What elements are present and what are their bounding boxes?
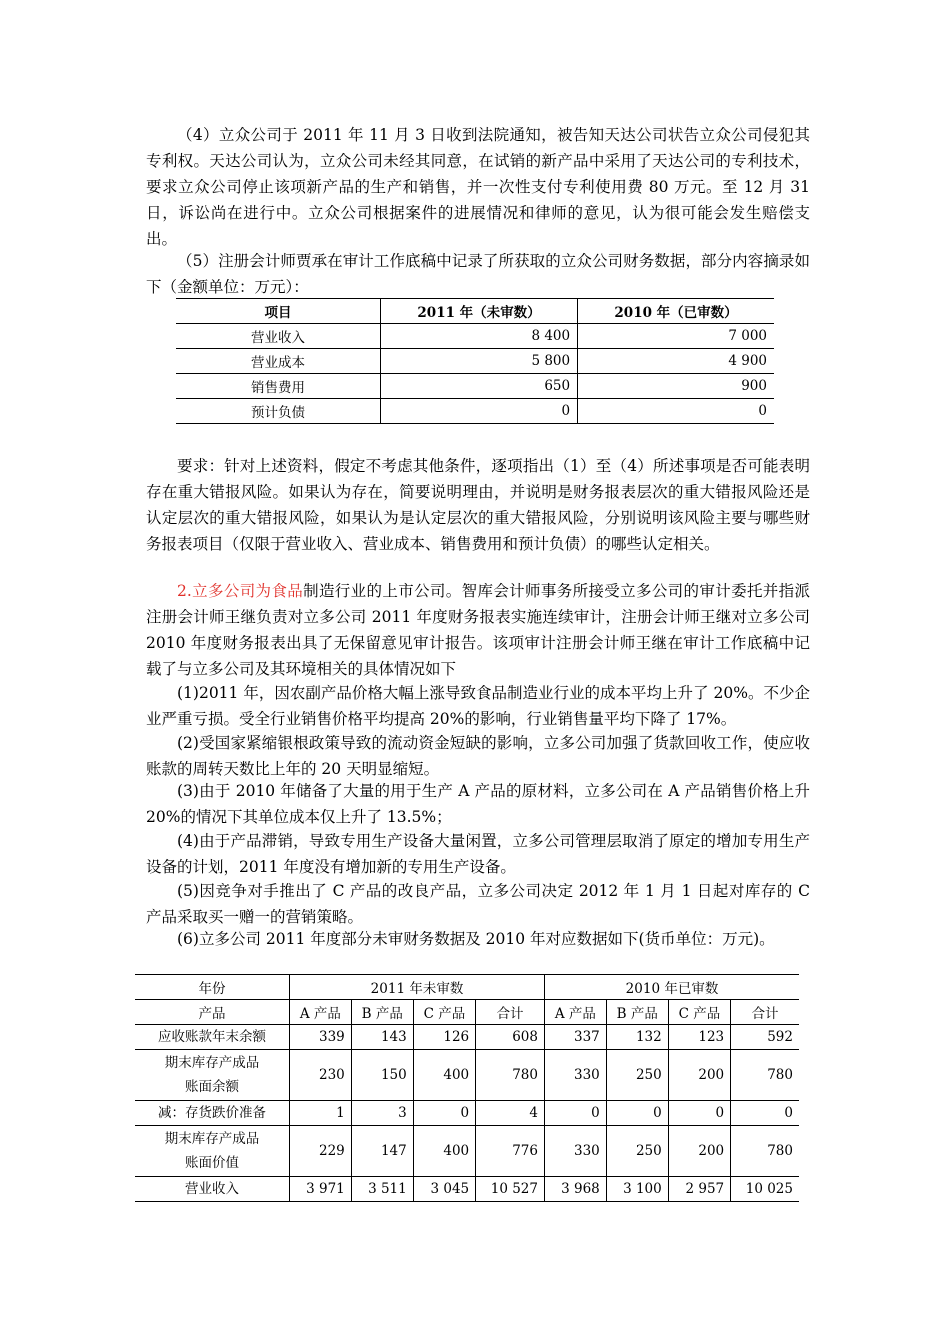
table-cell-label: 销售费用: [176, 374, 381, 399]
table-cell-value: 400: [413, 1050, 475, 1101]
section2-item-5: (5)因竞争对手推出了 C 产品的改良产品，立多公司决定 2012 年 1 月 1 日起对库存的 C 产品采取买一赠一的营销策略。: [146, 882, 810, 926]
table-cell-value: 230: [290, 1050, 352, 1101]
table-cell-value: 143: [351, 1025, 413, 1050]
table-cell-value: 0: [545, 1101, 607, 1126]
table-header-cell: 2011 年（未审数）: [381, 299, 578, 324]
table-cell-value: 4: [476, 1101, 545, 1126]
table-cell-value: 0: [606, 1101, 668, 1126]
table-cell-value: 0: [578, 399, 774, 424]
table-subheader-cell: 合计: [476, 1000, 545, 1025]
section2-intro-text: 制造行业的上市公司。智库会计师事务所接受立多公司的审计委托并指派注册会计师王继负责对立多公司 2011 年度财务报表实施连续审计，注册会计师王继对立多公司 2010 年度财务报表出具了无保留意见审计报告。该项审计注册会计师王继在审计工作底稿中记载了与立多公司及其环境相关的具体情况如下: [146, 582, 810, 678]
table-cell-label: 预计负债: [176, 399, 381, 424]
table-cell-value: 3 511: [351, 1177, 413, 1202]
paragraph-item-5: （5）注册会计师贾承在审计工作底稿中记录了所获取的立众公司财务数据，部分内容摘录如下（金额单位：万元）：: [146, 252, 810, 296]
table-row-label-line: 营业收入: [185, 1181, 239, 1197]
table-cell-value: 900: [578, 374, 774, 399]
table-row-label-line: 账面余额: [185, 1079, 239, 1095]
table-header-cell: 2010 年（已审数）: [578, 299, 774, 324]
table-subheader-cell: A 产品: [290, 1000, 352, 1025]
table-cell-value: 1: [290, 1101, 352, 1126]
table-cell-value: 3 100: [606, 1177, 668, 1202]
section2-item-1: (1)2011 年，因农副产品价格大幅上涨导致食品制造业行业的成本平均上升了 20%。不少企业严重亏损。受全行业销售价格平均提高 20%的影响，行业销售量平均下降了 17%。: [146, 684, 810, 728]
section2-item-6: (6)立多公司 2011 年度部分未审财务数据及 2010 年对应数据如下(货币单位：万元)。: [177, 930, 775, 948]
table-subheader-row: [135, 1000, 799, 1025]
table-row-label: [135, 1177, 290, 1202]
table-cell-value: 2 957: [668, 1177, 730, 1202]
table-cell-value: 200: [668, 1126, 730, 1177]
section2-item-2: (2)受国家紧缩银根政策导致的流动资金短缺的影响，立多公司加强了货款回收工作，使应收账款的周转天数比上年的 20 天明显缩短。: [146, 734, 810, 778]
table-cell-value: 150: [351, 1050, 413, 1101]
table-header-cell: 产品: [135, 1000, 290, 1025]
table-row: [135, 1101, 799, 1126]
table-cell-value: 123: [668, 1025, 730, 1050]
table-row-label: [135, 1050, 290, 1101]
table-cell-label: 营业收入: [176, 324, 381, 349]
table-row: [176, 349, 774, 374]
table-cell-value: 3: [351, 1101, 413, 1126]
section2-intro-highlight: 2.立多公司为食品: [177, 582, 304, 600]
table-cell-value: 0: [668, 1101, 730, 1126]
table-cell-value: 10 527: [476, 1177, 545, 1202]
table-subheader-cell: B 产品: [351, 1000, 413, 1025]
table-subheader-cell: 合计: [731, 1000, 799, 1025]
table-subheader-cell: C 产品: [668, 1000, 730, 1025]
table-cell-value: 776: [476, 1126, 545, 1177]
table-subheader-cell: A 产品: [545, 1000, 607, 1025]
table-cell-value: 780: [476, 1050, 545, 1101]
table-cell-value: 400: [413, 1126, 475, 1177]
table-row: [135, 1126, 799, 1177]
table-cell-value: 0: [731, 1101, 799, 1126]
table-cell-value: 330: [545, 1050, 607, 1101]
table-subheader-cell: B 产品: [606, 1000, 668, 1025]
table-row: [176, 374, 774, 399]
paragraph-item-4: （4）立众公司于 2011 年 11 月 3 日收到法院通知，被告知天达公司状告立众公司侵犯其专利权。天达公司认为，立众公司未经其同意，在试销的新产品中采用了天达公司的专利技术，要求立众公司停止该项新产品的生产和销售，并一次性支付专利使用费 80 万元。至 12 月 31 日，诉讼尚在进行中。立众公司根据案件的进展情况和律师的意见，认为很可能会发生赔偿支出。: [146, 126, 810, 248]
table-header-row: [176, 299, 774, 324]
table-header-row: [135, 975, 799, 1000]
table-row-label-line: 期末库存产成品: [164, 1131, 260, 1147]
table-cell-value: 0: [381, 399, 578, 424]
table-cell-value: 337: [545, 1025, 607, 1050]
table-cell-value: 200: [668, 1050, 730, 1101]
table-row-label-line: 应收账款年末余额: [158, 1029, 266, 1045]
table-cell-value: 7 000: [578, 324, 774, 349]
table-row-label-line: 期末库存产成品: [164, 1055, 260, 1071]
table-cell-value: 229: [290, 1126, 352, 1177]
table-cell-value: 3 045: [413, 1177, 475, 1202]
table-cell-value: 3 971: [290, 1177, 352, 1202]
table-header-cell: 年份: [135, 975, 290, 1000]
table-cell-value: 0: [413, 1101, 475, 1126]
table-row: [176, 324, 774, 349]
table-cell-value: 8 400: [381, 324, 578, 349]
table-cell-value: 126: [413, 1025, 475, 1050]
financial-data-table-2: [135, 974, 799, 1202]
table-cell-value: 132: [606, 1025, 668, 1050]
section2-item-4: (4)由于产品滞销，导致专用生产设备大量闲置，立多公司管理层取消了原定的增加专用生产设备的计划，2011 年度没有增加新的专用生产设备。: [146, 832, 810, 876]
table-row: [135, 1050, 799, 1101]
table-header-cell: 项目: [176, 299, 381, 324]
table-cell-value: 10 025: [731, 1177, 799, 1202]
table-cell-value: 250: [606, 1050, 668, 1101]
table-cell-value: 5 800: [381, 349, 578, 374]
table-row-label-line: 账面价值: [185, 1155, 239, 1171]
table-header-group: 2010 年已审数: [545, 975, 800, 1000]
table-cell-value: 250: [606, 1126, 668, 1177]
table-row: [135, 1025, 799, 1050]
table-cell-value: 3 968: [545, 1177, 607, 1202]
financial-data-table-1: [176, 298, 774, 424]
table-cell-value: 650: [381, 374, 578, 399]
table-row-label: [135, 1025, 290, 1050]
table-row: [135, 1177, 799, 1202]
table-cell-value: 780: [731, 1050, 799, 1101]
section2-item-3: (3)由于 2010 年储备了大量的用于生产 A 产品的原材料，立多公司在 A 产品销售价格上升 20%的情况下其单位成本仅上升了 13.5%；: [146, 782, 810, 826]
section2-intro: [146, 578, 810, 682]
table-row-label-line: 减：存货跌价准备: [158, 1105, 266, 1121]
table-row-label: [135, 1101, 290, 1126]
table-cell-value: 780: [731, 1126, 799, 1177]
table-cell-value: 339: [290, 1025, 352, 1050]
table-subheader-cell: C 产品: [413, 1000, 475, 1025]
table-header-group: 2011 年未审数: [290, 975, 545, 1000]
table-cell-value: 330: [545, 1126, 607, 1177]
table-cell-value: 147: [351, 1126, 413, 1177]
table-cell-label: 营业成本: [176, 349, 381, 374]
table-cell-value: 4 900: [578, 349, 774, 374]
requirement-paragraph: 要求：针对上述资料，假定不考虑其他条件，逐项指出（1）至（4）所述事项是否可能表明存在重大错报风险。如果认为存在，简要说明理由，并说明是财务报表层次的重大错报风险还是认定层次的重大错报风险，如果认为是认定层次的重大错报风险，分别说明该风险主要与哪些财务报表项目（仅限于营业收入、营业成本、销售费用和预计负债）的哪些认定相关。: [146, 457, 810, 553]
table-cell-value: 608: [476, 1025, 545, 1050]
table-row-label: [135, 1126, 290, 1177]
table-row: [176, 399, 774, 424]
table-cell-value: 592: [731, 1025, 799, 1050]
